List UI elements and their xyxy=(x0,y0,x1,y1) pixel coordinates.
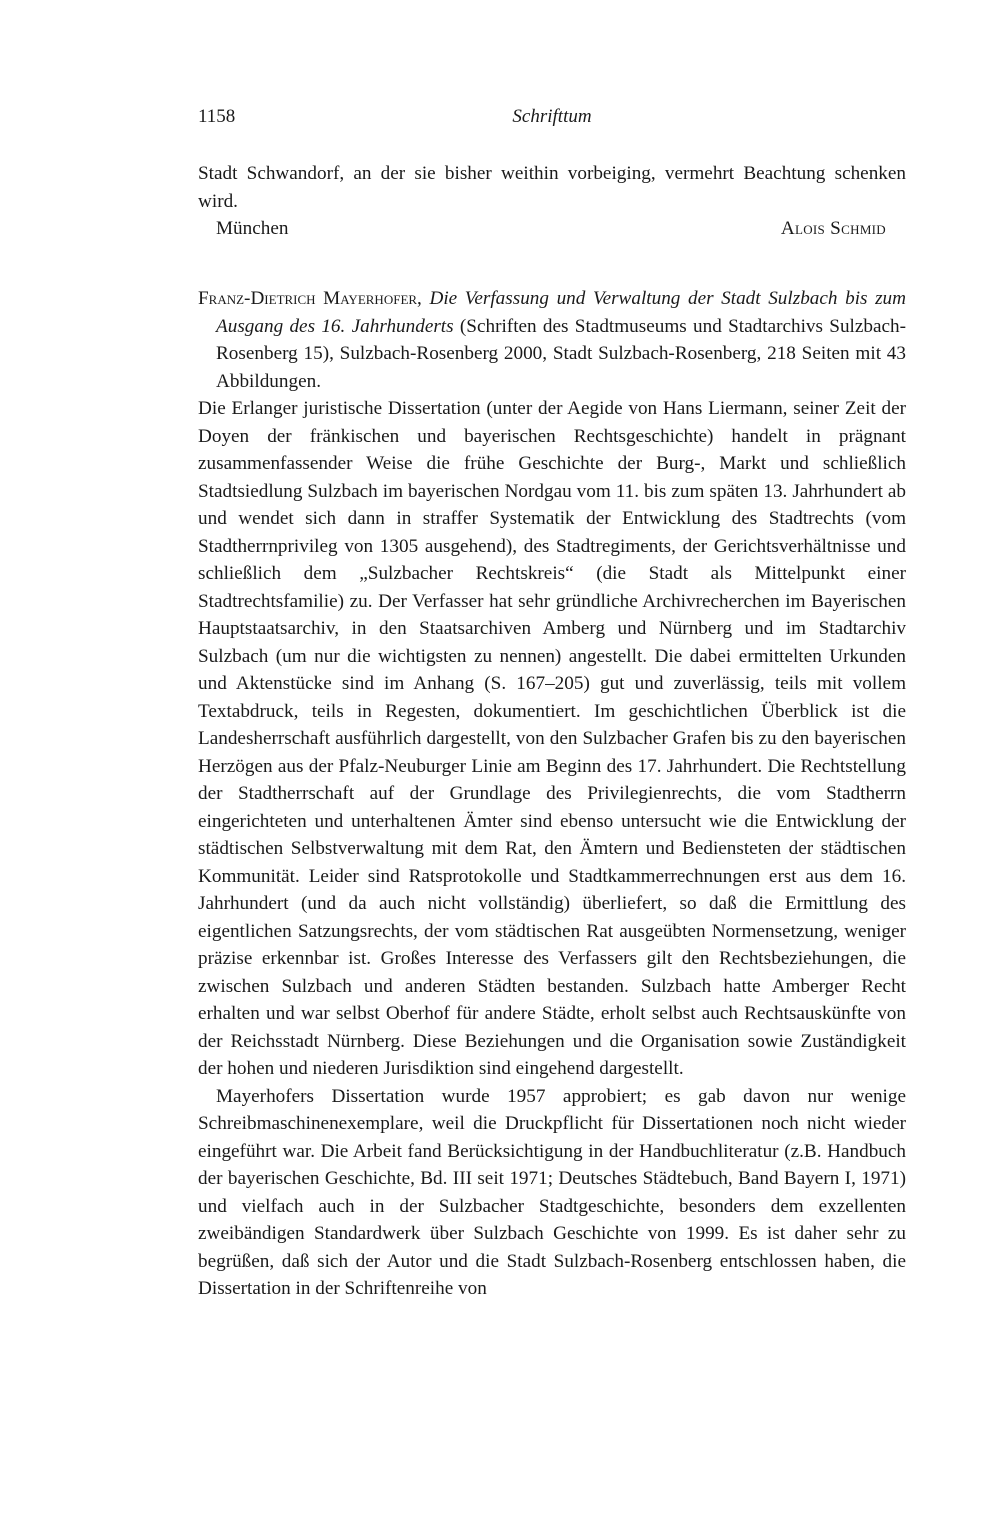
running-title: Schrifttum xyxy=(512,106,592,127)
signature-place: München xyxy=(216,218,289,239)
bibliographic-citation xyxy=(198,285,906,395)
previous-review-ending xyxy=(198,160,906,215)
citation-author: Franz-Dietrich Mayerhofer, xyxy=(198,288,422,309)
review-paragraph-2: Mayerhofers Dissertation wurde 1957 approbiert; es gab davon nur wenige Schreibmaschinenexemplare, weil die Druckpflicht für Dissertationen noch nicht wieder eingeführt war. Die Arbeit fand Berücksichtigung in der Handbuchliteratur (z.B. Handbuch der bayerischen Geschichte, Bd. III seit 1971; Deutsches Städtebuch, Band Bayern I, 1971) und vielfach auch in der Sulzbacher Stadtgeschichte, besonders dem exzellenten zweibändigen Standardwerk über Sulzbach Geschichte von 1999. Es ist daher sehr zu begrüßen, daß sich der Autor und die Stadt Sulzbach-Rosenberg entschlossen haben, die Dissertation in der Schriftenreihe von xyxy=(198,1085,906,1299)
citation-title: Die Verfassung und Verwaltung der Stadt Sulzbach bis zum Ausgang des 16. Jahrhunderts xyxy=(216,288,907,337)
page-header xyxy=(198,106,906,136)
review-block xyxy=(198,285,906,1303)
page-number: 1158 xyxy=(198,106,236,127)
review-paragraph-1: Die Erlanger juristische Dissertation (unter der Aegide von Hans Liermann, seiner Zeit der Doyen der fränkischen und bayerischen Rechtsgeschichte) handelt in prägnant zusammenfassender Weise die frühe Geschichte der Burg-, Markt und schließlich Stadtsiedlung Sulzbach im bayerischen Nordgau vom 11. bis zum späten 13. Jahrhundert ab und wendet sich dann in straffer Systematik der Entwicklung des Stadtrechts (vom Stadtherrnprivileg von 1305 ausgehend), des Stadtregiments, der Gerichtsverhältnisse und schließlich dem „Sulzbacher Rechtskreis“ (die Stadt als Mittelpunkt einer Stadtrechtsfamilie) zu. Der Verfasser hat sehr gründliche Archivrecherchen im Bayerischen Hauptstaatsarchiv, in den Staatsarchiven Amberg und Nürnberg und im Stadtarchiv Sulzbach (um nur die wichtigsten zu nennen) angestellt. Die dabei ermittelten Urkunden und Aktenstücke sind im Anhang (S. 167–205) gut und zuverlässig, teils mit vollem Textabdruck, teils in Regesten, dokumentiert. Im geschichtlichen Überblick ist die Landesherrschaft ausführlich dargestellt, von den Sulzbacher Grafen bis zu den bayerischen Herzögen aus der Pfalz-Neuburger Linie am Beginn des 17. Jahrhundert. Die Rechtstellung der Stadtherrschaft auf der Grundlage des Privilegienrechts, die vom Stadtherrn eingerichteten und unterhaltenen Ämter sind ebenso untersucht wie die Entwicklung der städtischen Selbstverwaltung mit dem Rat, den Ämtern und Bediensteten der städtischen Kommunität. Leider sind Ratsprotokolle und Stadtkammerrechnungen erst aus dem 16. Jahrhundert (und da auch nicht vollständig) überliefert, so daß die Ermittlung des eigentlichen Satzungsrechts, der vom städtischen Rat ausgeübten Normensetzung, weniger präzise erkennbar ist. Großes Interesse des Verfassers gilt den Rechtsbeziehungen, die zwischen Sulzbach und anderen Städten bestanden. Sulzbach hatte Amberger Recht erhalten und war selbst Oberhof für andere Städte, erholt selbst auch Rechtsauskünfte von der Reichsstadt Nürnberg. Diese Beziehungen und die Organisation sowie Zuständigkeit der hohen und niederen Jurisdiktion sind eingehend dargestellt. xyxy=(198,398,906,1079)
signature-reviewer: Alois Schmid xyxy=(780,218,886,239)
citation-details: (Schriften des Stadtmuseums und Stadtarchivs Sulzbach-Rosenberg 15), Sulzbach-Rosenberg 2000, Stadt Sulzbach-Rosenberg, 218 Seiten mit 43 Abbildungen. xyxy=(216,315,906,392)
closing-paragraph: Stadt Schwandorf, an der sie bisher weithin vorbeiging, vermehrt Beachtung schenken wird. xyxy=(198,163,906,212)
